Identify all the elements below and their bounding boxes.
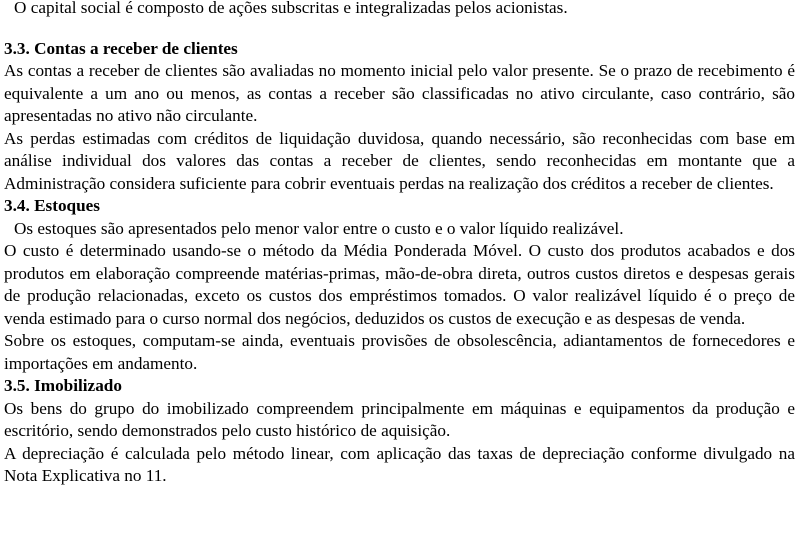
paragraph: Sobre os estoques, computam-se ainda, eventuais provisões de obsolescência, adiantamentos de fornecedores e importações em andamento. <box>4 331 795 373</box>
section-heading: 3.3. Contas a receber de clientes <box>4 38 238 58</box>
intro-paragraph: O capital social é composto de ações subscritas e integralizadas pelos acionistas. <box>14 0 568 17</box>
paragraph: A depreciação é calculada pelo método linear, com aplicação das taxas de depreciação conforme divulgado na Nota Explicativa no 11. <box>4 443 795 485</box>
paragraph: Os estoques são apresentados pelo menor valor entre o custo e o valor líquido realizável. <box>14 218 624 238</box>
paragraph: Os bens do grupo do imobilizado compreendem principalmente em máquinas e equipamentos da produção e escritório, sendo demonstrados pelo custo histórico de aquisição. <box>4 398 795 440</box>
section-heading: 3.5. Imobilizado <box>4 376 122 395</box>
section-heading: 3.4. Estoques <box>4 196 100 215</box>
paragraph: As contas a receber de clientes são avaliadas no momento inicial pelo valor presente. Se o prazo de recebimento é equivalente a um ano ou menos, as contas a receber são classificadas no ativo circulante, caso contrário, são apresentadas no ativo não circulante. <box>4 61 795 125</box>
section-estoques <box>4 195 795 375</box>
section-contas-a-receber <box>4 38 795 196</box>
paragraph: As perdas estimadas com créditos de liquidação duvidosa, quando necessário, são reconhecidas com base em análise individual dos valores das contas a receber de clientes, sendo reconhecidas em montante que a Administração considera suficiente para cobrir eventuais perdas na realização dos créditos a receber de clientes. <box>4 128 795 193</box>
section-imobilizado <box>4 375 795 488</box>
section-gap <box>4 20 795 38</box>
paragraph: O custo é determinado usando-se o método da Média Ponderada Móvel. O custo dos produtos acabados e dos produtos em elaboração compreende matérias-primas, mão-de-obra direta, outros custos diretos e despesas gerais de produção relacionadas, exceto os custos dos empréstimos tomados. O valor realizável líquido é o preço de venda estimado para o curso normal dos negócios, deduzidos os custos de execução e as despesas de venda. <box>4 241 795 328</box>
document-page <box>4 0 795 488</box>
